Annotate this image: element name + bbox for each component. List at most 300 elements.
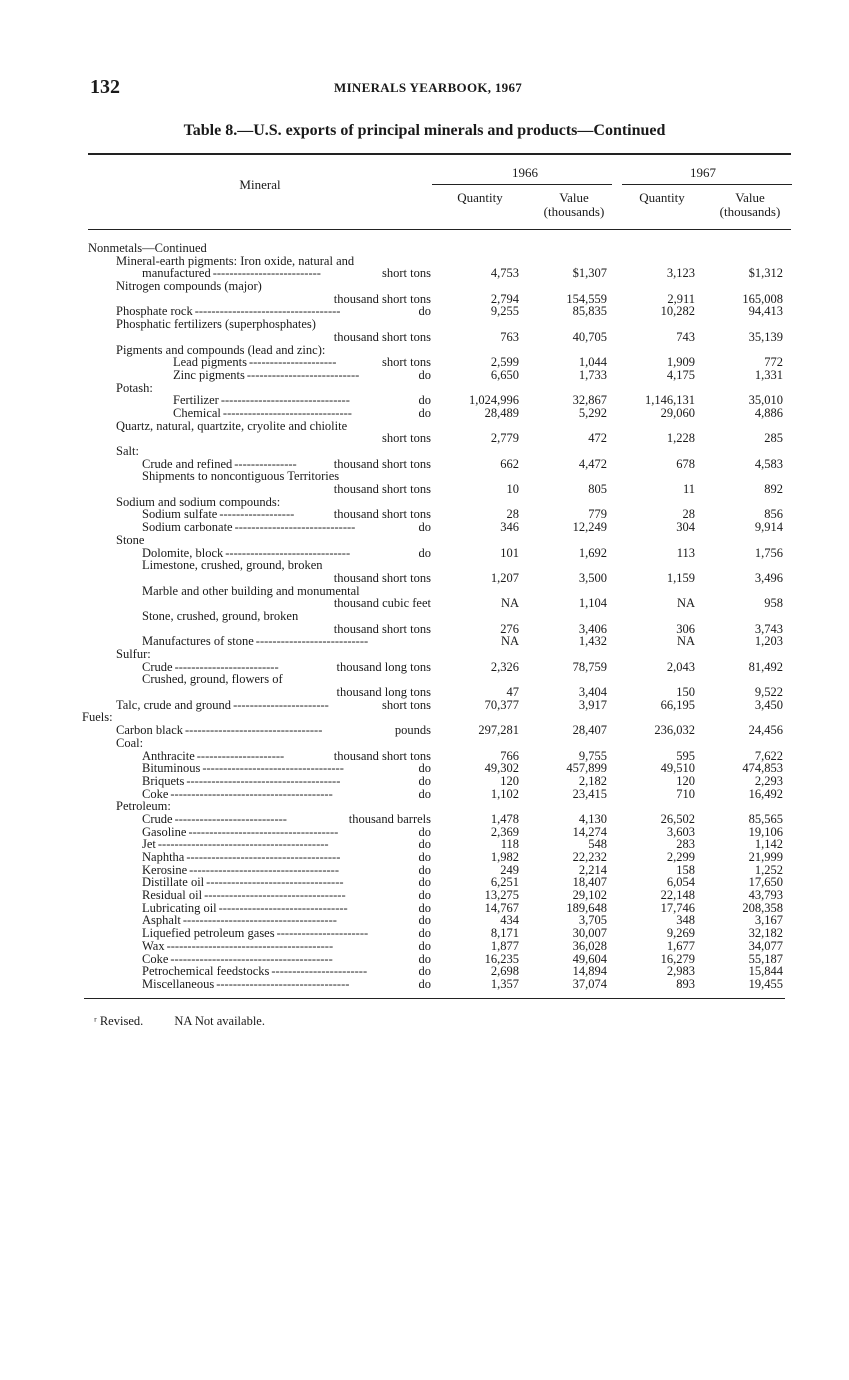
row-label: Petroleum: xyxy=(116,799,171,814)
table-row xyxy=(0,648,849,661)
table-row xyxy=(0,521,849,534)
row-value: 12,249 xyxy=(572,520,607,535)
row-label: Fertilizer xyxy=(173,393,219,408)
row-value: 14,894 xyxy=(572,964,607,979)
page-number: 132 xyxy=(90,76,120,98)
row-label: Phosphate rock xyxy=(116,304,193,319)
row-unit: do xyxy=(418,405,431,420)
table-row xyxy=(0,356,849,369)
column-header-value-1967 xyxy=(702,191,798,219)
row-value: 85,835 xyxy=(572,304,607,319)
row-value: 120 xyxy=(500,773,519,788)
row-value: 276 xyxy=(500,621,519,636)
table-row xyxy=(0,407,849,420)
row-value: 1,478 xyxy=(490,811,519,826)
table-row xyxy=(0,775,849,788)
running-head: MINERALS YEARBOOK, 1967 xyxy=(334,80,523,95)
row-value: 4,583 xyxy=(754,456,783,471)
row-unit: short tons xyxy=(382,697,431,712)
row-value: 2,293 xyxy=(754,773,783,788)
row-unit: pounds xyxy=(394,723,431,738)
leader-dots: -------------------------------- xyxy=(216,977,350,991)
row-value: 165,008 xyxy=(742,291,783,306)
row-value: 29,102 xyxy=(572,888,607,903)
row-value: 24,456 xyxy=(748,723,783,738)
row-value: 150 xyxy=(676,685,695,700)
row-label: Stone, crushed, ground, broken xyxy=(142,608,299,623)
row-value: 9,269 xyxy=(666,926,695,941)
row-value: 17,746 xyxy=(660,900,695,915)
row-label: Coke xyxy=(142,786,169,801)
row-value: 6,650 xyxy=(490,367,519,382)
row-value: 763 xyxy=(500,329,519,344)
row-value: 7,622 xyxy=(754,748,783,763)
row-label: Wax xyxy=(142,938,165,953)
row-value: 306 xyxy=(676,621,695,636)
table-row xyxy=(0,661,849,674)
year-1967-rule xyxy=(622,184,792,185)
row-unit: do xyxy=(418,393,431,408)
row-value: 2,214 xyxy=(578,862,607,877)
row-label: Jet xyxy=(142,837,156,852)
row-value: 772 xyxy=(764,355,783,370)
row-label: Mineral-earth pigments: Iron oxide, natural and xyxy=(116,253,355,268)
table-row xyxy=(0,927,849,940)
row-label: Coke xyxy=(142,951,169,966)
row-value: 1,331 xyxy=(754,367,783,382)
row-value: 1,104 xyxy=(578,596,607,611)
row-value: 11 xyxy=(682,482,695,497)
row-label: Lead pigments xyxy=(173,355,247,370)
row-value: 346 xyxy=(500,520,519,535)
row-value: 2,326 xyxy=(490,659,519,674)
row-unit: thousand short tons xyxy=(333,291,431,306)
row-unit: do xyxy=(418,976,431,991)
row-value: 4,130 xyxy=(578,811,607,826)
row-unit: do xyxy=(418,824,431,839)
table-bottom-rule xyxy=(84,998,785,999)
table-row xyxy=(0,483,849,496)
row-value: 3,406 xyxy=(578,621,607,636)
row-value: 2,983 xyxy=(666,964,695,979)
footnote-revised: ʳ Revised. xyxy=(94,1014,144,1028)
row-unit: do xyxy=(418,367,431,382)
leader-dots: ----------------------------- xyxy=(234,521,356,534)
row-label: Coal: xyxy=(116,735,144,750)
leader-dots: ------------------------------ xyxy=(225,546,351,560)
row-value: 2,779 xyxy=(490,431,519,446)
row-label: Nonmetals—Continued xyxy=(88,241,207,255)
table-row xyxy=(0,737,849,750)
row-value: 13,275 xyxy=(484,888,519,903)
row-value: 19,455 xyxy=(748,976,783,991)
row-value: 16,235 xyxy=(484,951,519,966)
row-value: 958 xyxy=(764,596,783,611)
row-value: 28 xyxy=(682,507,695,522)
row-value: 743 xyxy=(676,329,695,344)
row-value: 9,255 xyxy=(490,304,519,319)
row-value: 16,492 xyxy=(748,786,783,801)
table-top-rule xyxy=(88,153,791,155)
row-value: 158 xyxy=(676,862,695,877)
row-label: Kerosine xyxy=(142,862,188,877)
row-value: 21,999 xyxy=(748,850,783,864)
row-value: 4,886 xyxy=(754,405,783,420)
row-value: 16,279 xyxy=(660,951,695,966)
row-label: Quartz, natural, quartzite, cryolite and chiolite xyxy=(116,418,348,433)
row-label: Phosphatic fertilizers (superphosphates) xyxy=(116,317,316,332)
row-value: 1,102 xyxy=(490,786,519,801)
row-value: 6,054 xyxy=(666,875,695,890)
column-header-quantity-1967: Quantity xyxy=(639,190,685,205)
row-value: 1,252 xyxy=(754,862,783,877)
year-1966-rule xyxy=(432,184,612,185)
row-label: Gasoline xyxy=(142,824,187,839)
row-value: 779 xyxy=(588,507,607,522)
leader-dots: --------------------- xyxy=(248,356,337,369)
leader-dots: ------------------ xyxy=(219,508,295,522)
row-unit: do xyxy=(418,520,431,535)
row-value: 1,203 xyxy=(754,634,783,649)
leader-dots: --------------------------------------- xyxy=(170,952,333,966)
row-value: 113 xyxy=(676,545,695,560)
row-value: 766 xyxy=(500,748,519,763)
row-value: 4,175 xyxy=(666,367,695,382)
row-value: 55,187 xyxy=(748,951,783,966)
leader-dots: ---------------------------------- xyxy=(204,889,346,902)
value-label: Value xyxy=(559,190,589,205)
row-value: 3,123 xyxy=(666,266,695,281)
leader-dots: ----------------------------------------- xyxy=(157,838,329,852)
row-value: 2,182 xyxy=(578,773,607,788)
row-value: NA xyxy=(676,634,695,649)
row-label: Shipments to noncontiguous Territories xyxy=(142,469,340,484)
row-value: 28 xyxy=(506,507,519,522)
row-value: 1,146,131 xyxy=(645,393,695,408)
row-label: Manufactures of stone xyxy=(142,634,254,649)
table-row xyxy=(0,597,849,610)
row-value: 66,195 xyxy=(660,697,695,712)
row-value: 249 xyxy=(500,862,519,877)
row-value: 662 xyxy=(500,456,519,471)
row-value: 120 xyxy=(676,773,695,788)
row-value: 1,677 xyxy=(666,938,695,953)
row-value: 32,867 xyxy=(572,393,607,408)
row-unit: thousand short tons xyxy=(333,570,431,585)
row-unit: thousand short tons xyxy=(333,507,431,522)
row-value: 40,705 xyxy=(572,329,607,344)
row-value: 35,139 xyxy=(748,329,783,344)
table-row xyxy=(0,458,849,471)
row-value: 6,251 xyxy=(490,875,519,890)
row-value: 1,207 xyxy=(490,570,519,585)
row-value: 118 xyxy=(500,837,519,852)
table-body xyxy=(0,242,849,991)
row-label: Crude and refined xyxy=(142,456,233,471)
row-value: 1,756 xyxy=(754,545,783,560)
row-label: Petrochemical feedstocks xyxy=(142,964,270,979)
row-unit: do xyxy=(418,862,431,877)
leader-dots: ---------------------------------- xyxy=(202,762,344,775)
row-label: Crude xyxy=(142,811,173,826)
row-value: 8,171 xyxy=(490,926,519,941)
row-value: 9,914 xyxy=(754,520,783,535)
row-unit: thousand long tons xyxy=(336,685,431,700)
row-value: $1,312 xyxy=(748,266,783,281)
row-unit: short tons xyxy=(382,431,431,446)
row-value: 856 xyxy=(764,507,783,522)
row-label: Potash: xyxy=(116,380,153,395)
row-unit: thousand short tons xyxy=(333,456,431,471)
row-value: 23,415 xyxy=(572,786,607,801)
row-unit: do xyxy=(418,773,431,788)
leader-dots: ----------------------------------- xyxy=(194,305,341,319)
table-row xyxy=(0,762,849,775)
row-unit: thousand short tons xyxy=(333,329,431,344)
row-value: 78,759 xyxy=(572,659,607,674)
row-value: 710 xyxy=(676,786,695,801)
row-value: 22,232 xyxy=(572,850,607,864)
row-value: 1,228 xyxy=(666,431,695,446)
row-unit: do xyxy=(418,786,431,801)
footnotes xyxy=(94,1014,293,1029)
row-value: 805 xyxy=(588,482,607,497)
row-label: Sulfur: xyxy=(116,647,151,661)
row-value: 26,502 xyxy=(660,811,695,826)
row-unit: do xyxy=(418,875,431,890)
row-value: 15,844 xyxy=(748,964,783,979)
leader-dots: ----------------------- xyxy=(233,698,329,712)
row-value: $1,307 xyxy=(572,266,607,281)
row-label: Briquets xyxy=(142,773,185,788)
row-value: 283 xyxy=(676,837,695,852)
row-value: 208,358 xyxy=(742,900,783,915)
row-value: 3,450 xyxy=(754,697,783,712)
leader-dots: ---------------------- xyxy=(276,927,369,940)
leader-dots: --------------------------------- xyxy=(185,724,323,737)
column-header-quantity-1966: Quantity xyxy=(457,190,503,205)
row-value: 236,032 xyxy=(654,723,695,738)
row-value: 3,917 xyxy=(578,697,607,712)
leader-dots: ---------------------------------------- xyxy=(166,939,334,953)
row-value: 2,698 xyxy=(490,964,519,979)
header-bottom-rule xyxy=(88,229,791,230)
table-row xyxy=(0,534,849,547)
row-value: 3,167 xyxy=(754,913,783,928)
row-value: 29,060 xyxy=(660,405,695,420)
row-unit: do xyxy=(418,837,431,852)
row-unit: thousand barrels xyxy=(348,811,431,826)
row-value: 474,853 xyxy=(742,761,783,776)
row-value: NA xyxy=(676,596,695,611)
row-value: 28,489 xyxy=(484,405,519,420)
row-label: Crude xyxy=(142,659,173,674)
row-value: 3,603 xyxy=(666,824,695,839)
row-label: Asphalt xyxy=(142,913,181,928)
row-label: Limestone, crushed, ground, broken xyxy=(142,558,323,573)
row-label: Sodium sulfate xyxy=(142,507,218,522)
row-value: 472 xyxy=(588,431,607,446)
row-value: 49,604 xyxy=(572,951,607,966)
row-value: 4,472 xyxy=(578,456,607,471)
leader-dots: --------------------------- xyxy=(174,812,287,826)
row-value: 548 xyxy=(588,837,607,852)
row-value: 457,899 xyxy=(566,761,607,776)
row-value: 22,148 xyxy=(660,888,695,903)
row-value: 892 xyxy=(764,482,783,497)
leader-dots: --------------------------------- xyxy=(206,876,344,890)
row-value: 32,182 xyxy=(748,926,783,941)
leader-dots: ------------------------------------- xyxy=(182,914,337,928)
row-value: 101 xyxy=(500,545,519,560)
row-value: 1,692 xyxy=(578,545,607,560)
row-label: Miscellaneous xyxy=(142,976,215,991)
row-unit: short tons xyxy=(382,355,431,370)
table-row xyxy=(0,559,849,572)
row-value: 17,650 xyxy=(748,875,783,890)
leader-dots: --------------------------- xyxy=(246,368,360,382)
row-value: 28,407 xyxy=(572,723,607,738)
table-row xyxy=(0,369,849,382)
row-value: 1,357 xyxy=(490,976,519,991)
row-value: 81,492 xyxy=(748,659,783,674)
row-value: 85,565 xyxy=(748,811,783,826)
footnote-not-available: NA Not available. xyxy=(174,1014,265,1028)
table-row xyxy=(0,242,849,255)
row-value: NA xyxy=(500,596,519,611)
row-value: 1,159 xyxy=(666,570,695,585)
column-header-mineral: Mineral xyxy=(239,177,281,192)
row-label: Distillate oil xyxy=(142,875,205,890)
row-unit: do xyxy=(418,964,431,979)
row-value: 49,302 xyxy=(484,761,519,776)
row-value: 1,142 xyxy=(754,837,783,852)
row-label: Pigments and compounds (lead and zinc): xyxy=(116,342,326,357)
row-label: Sodium and sodium compounds: xyxy=(116,494,281,509)
row-value: 3,743 xyxy=(754,621,783,636)
row-value: 4,753 xyxy=(490,266,519,281)
row-value: 2,794 xyxy=(490,291,519,306)
row-value: 678 xyxy=(676,456,695,471)
row-value: 3,496 xyxy=(754,570,783,585)
row-value: 18,407 xyxy=(572,875,607,890)
row-value: 9,755 xyxy=(578,748,607,763)
row-label: Marble and other building and monumental xyxy=(142,583,360,598)
row-value: 49,510 xyxy=(660,761,695,776)
row-value: 154,559 xyxy=(566,291,607,306)
row-unit: do xyxy=(418,761,431,776)
row-unit: do xyxy=(418,913,431,928)
row-value: 595 xyxy=(676,748,695,763)
row-value: 2,299 xyxy=(666,850,695,864)
row-value: 30,007 xyxy=(572,926,607,941)
leader-dots: --------------------------- xyxy=(255,635,369,649)
row-label: Crushed, ground, flowers of xyxy=(142,672,283,687)
row-value: 10,282 xyxy=(660,304,695,319)
leader-dots: ------------------------------- xyxy=(222,406,352,420)
table-row xyxy=(0,940,849,953)
table-row xyxy=(0,813,849,826)
row-label: Talc, crude and ground xyxy=(116,697,232,712)
leader-dots: ------------------------------------ xyxy=(188,825,339,839)
row-value: 348 xyxy=(676,913,695,928)
row-value: 2,369 xyxy=(490,824,519,839)
row-label: Anthracite xyxy=(142,748,195,763)
table-row xyxy=(0,851,849,864)
table-row xyxy=(0,965,849,978)
table-row xyxy=(0,318,849,331)
row-unit: do xyxy=(418,850,431,864)
table-row xyxy=(0,331,849,344)
table-row xyxy=(0,623,849,636)
row-unit: short tons xyxy=(382,266,431,281)
row-value: 10 xyxy=(506,482,519,497)
row-value: 1,024,996 xyxy=(469,393,519,408)
value-unit-label: (thousands) xyxy=(719,204,781,219)
leader-dots: --------------- xyxy=(234,457,297,471)
row-unit: do xyxy=(418,938,431,953)
row-value: 35,010 xyxy=(748,393,783,408)
row-value: 14,767 xyxy=(484,900,519,915)
table-title: Table 8.—U.S. exports of principal minerals and products—Continued xyxy=(183,122,666,139)
row-value: 1,877 xyxy=(490,938,519,953)
table-row xyxy=(0,280,849,293)
table-row xyxy=(0,889,849,902)
table-row xyxy=(0,699,849,712)
row-value: 304 xyxy=(676,520,695,535)
row-unit: do xyxy=(418,888,431,903)
value-label: Value xyxy=(735,190,765,205)
row-value: 9,522 xyxy=(754,685,783,700)
row-value: 285 xyxy=(764,431,783,446)
leader-dots: ----------------------- xyxy=(271,965,368,978)
row-value: 19,106 xyxy=(748,824,783,839)
leader-dots: --------------------- xyxy=(196,749,285,763)
row-label: Fuels: xyxy=(82,710,113,725)
row-value: 189,648 xyxy=(566,900,607,915)
row-label: Stone xyxy=(116,532,145,547)
row-value: 3,404 xyxy=(578,685,607,700)
row-value: 1,909 xyxy=(666,355,695,370)
row-value: 1,982 xyxy=(490,850,519,864)
row-label: Residual oil xyxy=(142,888,203,903)
row-value: 14,274 xyxy=(572,824,607,839)
leader-dots: ------------------------------------- xyxy=(186,851,341,864)
row-value: 1,432 xyxy=(578,634,607,649)
row-value: 297,281 xyxy=(478,723,519,738)
row-label: Nitrogen compounds (major) xyxy=(116,279,262,294)
row-unit: thousand short tons xyxy=(333,748,431,763)
row-label: Sodium carbonate xyxy=(142,520,233,535)
table-row xyxy=(0,978,849,991)
leader-dots: --------------------------------------- xyxy=(170,787,333,801)
table-row xyxy=(0,445,849,458)
row-label: Salt: xyxy=(116,444,139,458)
row-value: 94,413 xyxy=(748,304,783,319)
row-value: 434 xyxy=(500,913,519,928)
leader-dots: ------------------------------------ xyxy=(189,863,339,877)
row-unit: do xyxy=(418,900,431,915)
row-value: 2,911 xyxy=(667,291,695,306)
row-value: 43,793 xyxy=(748,888,783,903)
row-value: 3,705 xyxy=(578,913,607,928)
row-unit: do xyxy=(418,545,431,560)
row-label: Chemical xyxy=(173,405,221,420)
row-value: 1,733 xyxy=(578,367,607,382)
row-label: Liquefied petroleum gases xyxy=(142,926,275,941)
row-label: manufactured xyxy=(142,266,211,281)
row-label: Dolomite, block xyxy=(142,545,224,560)
